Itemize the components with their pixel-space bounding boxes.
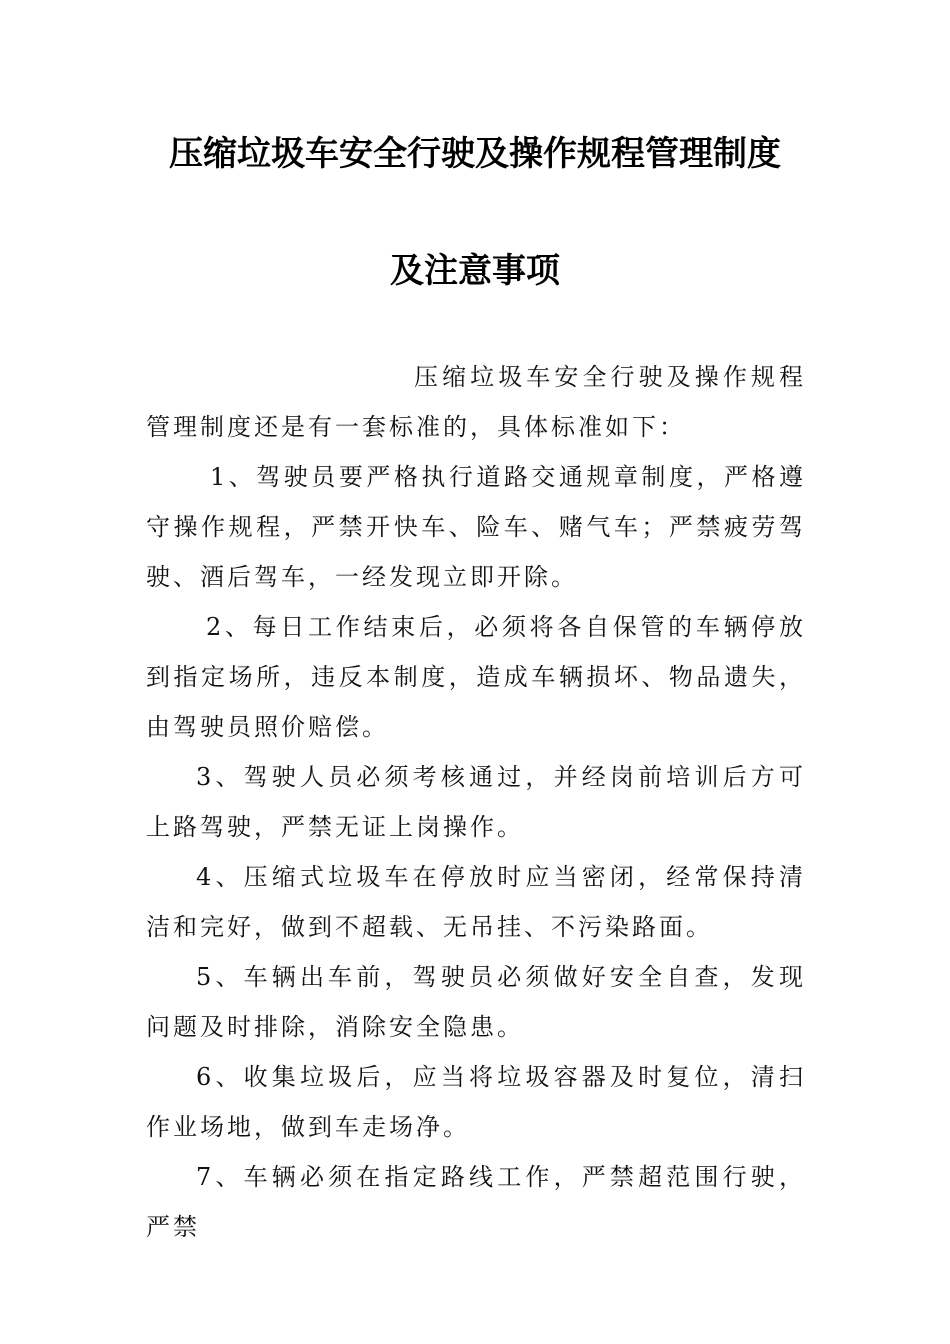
rule-item-1: 1、驾驶员要严格执行道路交通规章制度，严格遵守操作规程，严禁开快车、险车、赌气车；严禁疲劳驾驶、酒后驾车，一经发现立即开除。: [146, 463, 806, 591]
rule-item-5: 5、车辆出车前，驾驶员必须做好安全自查，发现问题及时排除，消除安全隐患。: [146, 963, 806, 1041]
rule-item-7: 7、车辆必须在指定路线工作，严禁超范围行驶，严禁: [146, 1163, 806, 1241]
rule-item-3: 3、驾驶人员必须考核通过，并经岗前培训后方可上路驾驶，严禁无证上岗操作。: [146, 763, 806, 841]
document-title-line-2: 及注意事项: [390, 251, 560, 291]
rule-item-4: 4、压缩式垃圾车在停放时应当密闭，经常保持清洁和完好，做到不超载、无吊挂、不污染路面。: [146, 863, 806, 941]
intro-paragraph: 压缩垃圾车安全行驶及操作规程管理制度还是有一套标准的，具体标准如下：: [146, 363, 806, 441]
rule-item-6: 6、收集垃圾后，应当将垃圾容器及时复位，清扫作业场地，做到车走场净。: [146, 1063, 806, 1141]
rule-item-2: 2、每日工作结束后，必须将各自保管的车辆停放到指定场所，违反本制度，造成车辆损坏、物品遗失，由驾驶员照价赔偿。: [146, 613, 806, 741]
document-title-line-1: 压缩垃圾车安全行驶及操作规程管理制度: [169, 134, 781, 174]
